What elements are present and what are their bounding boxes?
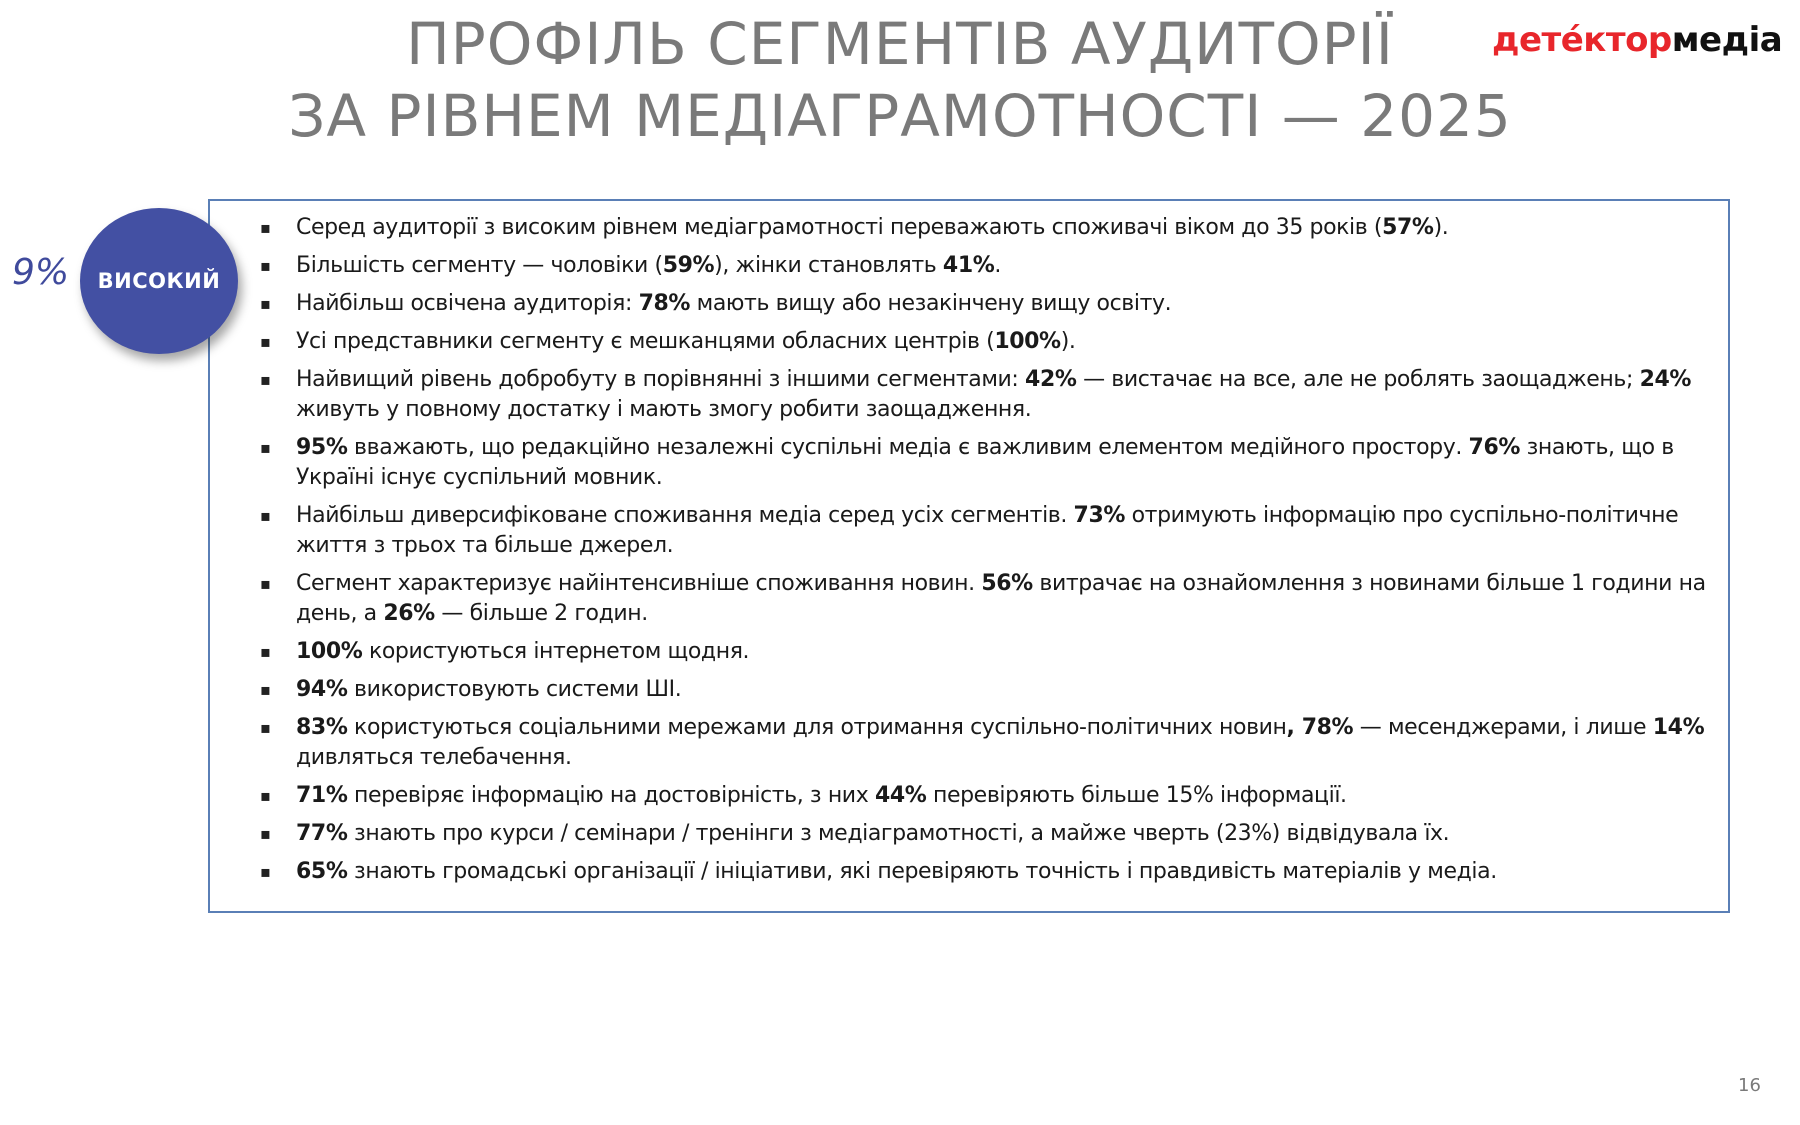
logo-part-1: детéктор: [1492, 20, 1672, 60]
bullet-highlight: 100%: [994, 329, 1061, 354]
list-item: [256, 781, 1718, 811]
bullet-highlight: 59%: [662, 253, 715, 278]
bullet-highlight: 65%: [296, 859, 348, 884]
bullet-text: Найбільш освічена аудиторія:: [296, 291, 639, 316]
page-number: 16: [1738, 1075, 1761, 1096]
bullet-highlight: 71%: [296, 783, 348, 808]
bullet-marker-icon: ▪: [260, 370, 271, 389]
bullet-text: перевіряє інформацію на достовірність, з них: [347, 783, 875, 808]
bullet-text: мають вищу або незакінчену вищу освіту.: [690, 291, 1172, 316]
bullet-highlight: 94%: [296, 677, 348, 702]
bullet-text: вважають, що редакційно незалежні суспільні медіа є важливим елементом медійного простору.: [347, 435, 1469, 460]
list-item: [256, 251, 1718, 281]
bullet-highlight: 100%: [296, 639, 363, 664]
bullet-highlight: 76%: [1468, 435, 1520, 460]
segment-label: ВИСОКИЙ: [97, 269, 221, 293]
bullet-marker-icon: ▪: [260, 218, 271, 237]
bullet-text: — месенджерами, і лише: [1353, 715, 1653, 740]
bullet-text: Найвищий рівень добробуту в порівнянні з іншими сегментами:: [296, 367, 1026, 392]
detector-media-logo: [1492, 20, 1782, 60]
bullet-marker-icon: ▪: [260, 642, 271, 661]
bullet-text: Більшість сегменту — чоловіки (: [296, 253, 663, 278]
bullet-highlight: 57%: [1382, 215, 1434, 240]
bullet-text: знають про курси / семінари / тренінги з медіаграмотності, а майже чверть (23%) відвідувала їх.: [347, 821, 1450, 846]
bullet-marker-icon: ▪: [260, 332, 271, 351]
bullet-highlight: 78%: [638, 291, 691, 316]
bullet-highlight: 77%: [296, 821, 348, 846]
list-item: [256, 501, 1718, 561]
bullet-highlight: 26%: [383, 601, 435, 626]
bullet-text: — більше 2 годин.: [434, 601, 648, 626]
bullet-text: отримують інформацію про суспільно-політичне життя з трьох та більше джерел.: [296, 503, 1679, 558]
segment-share: 9%: [12, 252, 70, 293]
bullet-highlight: 24%: [1639, 367, 1692, 392]
bullet-highlight: 41%: [942, 253, 995, 278]
bullet-text: витрачає на ознайомлення з новинами більше 1 години на день, а: [296, 571, 1706, 626]
bullet-text: знають громадські організації / ініціативи, які перевіряють точність і правдивість матеріалів у медіа.: [347, 859, 1497, 884]
list-item: [256, 327, 1718, 357]
list-item: [256, 569, 1718, 629]
bullet-text: ).: [1433, 215, 1449, 240]
bullet-text: живуть у повному достатку і мають змогу робити заощадження.: [296, 397, 1032, 422]
bullet-text: Серед аудиторії з високим рівнем медіаграмотності переважають споживачі віком до 35 років (: [296, 215, 1383, 240]
bullet-text: користуються соціальними мережами для отримання суспільно-політичних новин: [347, 715, 1287, 740]
bullet-text: ), жінки становлять: [714, 253, 943, 278]
bullet-highlight: 56%: [981, 571, 1033, 596]
bullet-marker-icon: ▪: [260, 256, 271, 275]
bullet-text: ).: [1060, 329, 1076, 354]
bullet-marker-icon: ▪: [260, 680, 271, 699]
page-title-line-2: ЗА РІВНЕМ МЕДІАГРАМОТНОСТІ — 2025: [288, 82, 1512, 150]
bullet-text: користуються інтернетом щодня.: [362, 639, 750, 664]
bullet-highlight: 83%: [296, 715, 348, 740]
list-item: [256, 675, 1718, 705]
bullet-highlight: 95%: [296, 435, 348, 460]
bullet-text: Найбільш диверсифіковане споживання медіа серед усіх сегментів.: [296, 503, 1074, 528]
bullet-highlight: 42%: [1025, 367, 1077, 392]
bullet-text: Усі представники сегменту є мешканцями обласних центрів (: [296, 329, 995, 354]
bullet-text: знають, що в Україні існує суспільний мовник.: [296, 435, 1674, 490]
bullet-text: — вистачає на все, але не роблять заощаджень;: [1076, 367, 1640, 392]
list-item: [256, 857, 1718, 887]
bullet-highlight: 14%: [1652, 715, 1705, 740]
bullet-marker-icon: ▪: [260, 824, 271, 843]
bullet-text: дивляться телебачення.: [296, 745, 572, 770]
bullet-highlight: 44%: [874, 783, 927, 808]
bullet-text: Сегмент характеризує найінтенсивніше споживання новин.: [296, 571, 982, 596]
list-item: [256, 213, 1718, 243]
list-item: [256, 713, 1718, 773]
bullet-marker-icon: ▪: [260, 718, 271, 737]
bullet-text: використовують системи ШІ.: [347, 677, 682, 702]
list-item: [256, 365, 1718, 425]
segment-badge: [80, 208, 238, 354]
list-item: [256, 433, 1718, 493]
profile-bullet-list: [256, 213, 1718, 895]
bullet-text: перевіряють більше 15% інформації.: [926, 783, 1347, 808]
bullet-marker-icon: ▪: [260, 506, 271, 525]
bullet-marker-icon: ▪: [260, 862, 271, 881]
bullet-highlight: , 78%: [1286, 715, 1354, 740]
list-item: [256, 637, 1718, 667]
logo-part-2: медіа: [1671, 20, 1783, 60]
page-title-line-1: ПРОФІЛЬ СЕГМЕНТІВ АУДИТОРІЇ: [406, 10, 1394, 78]
bullet-marker-icon: ▪: [260, 786, 271, 805]
bullet-highlight: 73%: [1073, 503, 1126, 528]
list-item: [256, 289, 1718, 319]
list-item: [256, 819, 1718, 849]
bullet-marker-icon: ▪: [260, 294, 271, 313]
bullet-marker-icon: ▪: [260, 438, 271, 457]
bullet-text: .: [994, 253, 1001, 278]
bullet-marker-icon: ▪: [260, 574, 271, 593]
